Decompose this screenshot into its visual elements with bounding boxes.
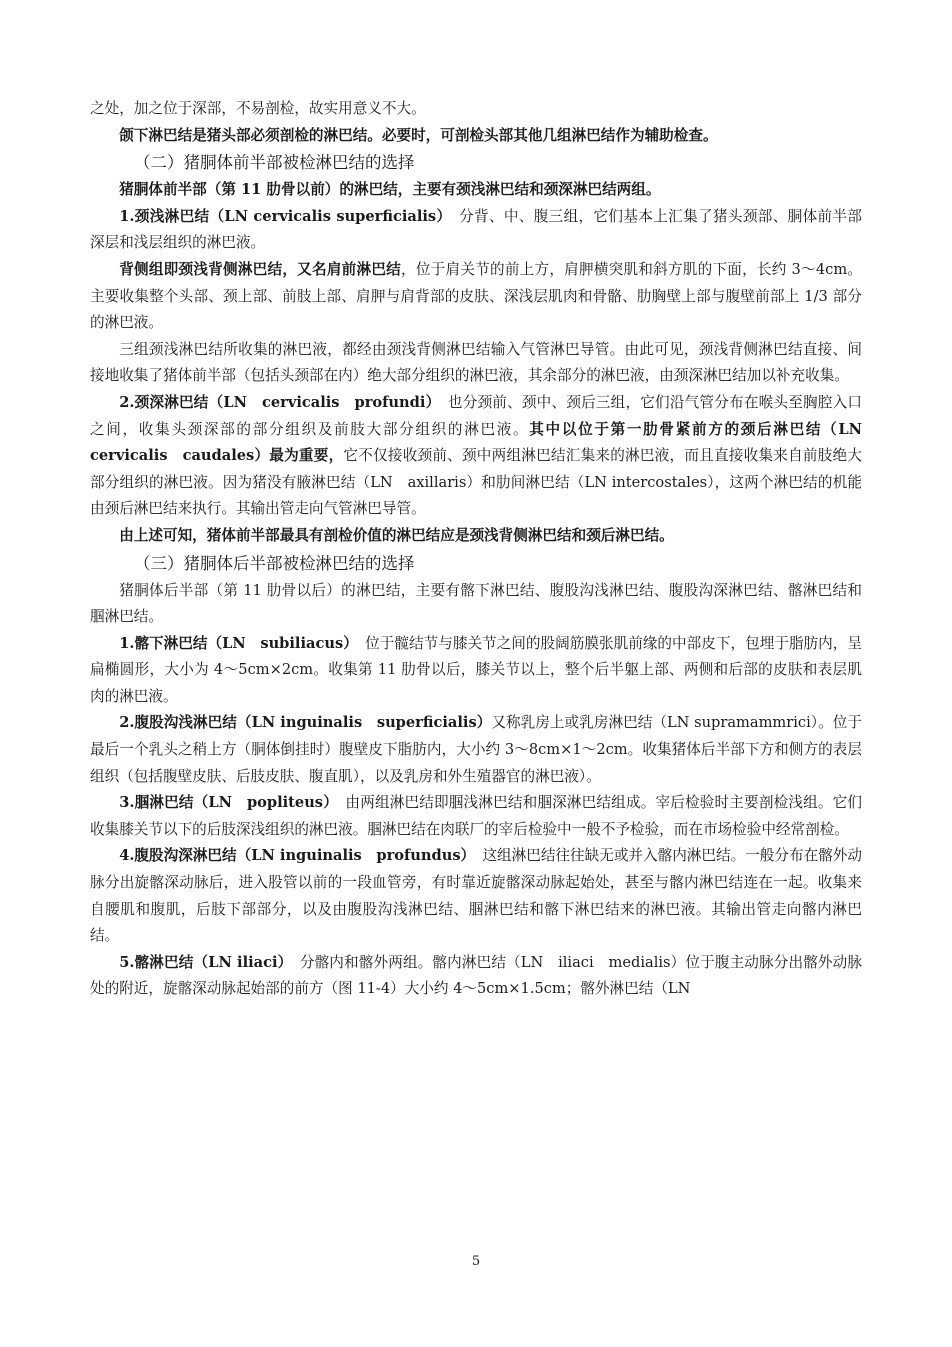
text-popliteal: 由两组淋巴结即腘浅淋巴结和腘深淋巴结组成。宰后检验时主要剖检浅组。它们收集膝关节以下的后肢深浅组织的淋巴液。腘淋巴结在肉联厂的宰后检验中一般不予检验，而在市场检验中经常剖检。 [90, 794, 862, 838]
paragraph-dorsal-group [90, 257, 862, 337]
paragraph-iliac [90, 950, 862, 1003]
paragraph-superficial-inguinal [90, 710, 862, 790]
term-caudal-cervical: 其中以位于第一肋骨紧前方的颈后淋巴结（LN cervicalis caudales）最为重要， [90, 420, 877, 465]
paragraph-deep-inguinal [90, 843, 862, 949]
paragraph-popliteal [90, 790, 862, 843]
text-iliac: 分髂内和髂外两组。髂内淋巴结（LN iliaci medialis）位于腹主动脉分出髂外动脉处的附近，旋髂深动脉起始部的前方（图 11-4）大小约 4～5cm×1.5cm；髂外淋巴结（LN [90, 953, 862, 998]
paragraph-superficial-cervical [90, 204, 862, 257]
paragraph-subiliac [90, 631, 862, 711]
text-superficial-cervical: 分背、中、腹三组，它们基本上汇集了猪头颈部、胴体前半部深层和浅层组织的淋巴液。 [90, 207, 862, 252]
term-popliteal: 3.腘淋巴结（LN popliteus） [119, 794, 331, 812]
page-body [90, 96, 877, 1003]
paragraph-front-half-intro: 猪胴体前半部（第 11 肋骨以前）的淋巴结，主要有颈浅淋巴结和颈深淋巴结两组。 [119, 181, 661, 199]
term-iliac: 5.髂淋巴结（LN iliaci） [119, 953, 286, 971]
paragraph-front-half-conclusion: 由上述可知，猪体前半部最具有剖检价值的淋巴结应是颈浅背侧淋巴结和颈后淋巴结。 [119, 526, 674, 544]
term-superficial-inguinal: 2.腹股沟浅淋巴结（LN inguinalis superficialis） [119, 714, 492, 732]
text-deep-cervical-1: 也分颈前、颈中、颈后三组，它们沿气管分布在喉头至胸腔入口之间，收集头颈深部的部分组织及前肢大部分组织的淋巴液。 [90, 393, 862, 438]
text-deep-cervical-2: 它不仅接收颈前、颈中两组淋巴结汇集来的淋巴液，而且直接收集来自前肢绝大部分组织的淋巴液。因为猪没有腋淋巴结（LN axillaris）和肋间淋巴结（LN intercostales），这两个淋巴结的机能由颈后淋巴结来执行。其输出管走向气管淋巴导管。 [90, 447, 862, 518]
paragraph-deep-cervical [90, 390, 877, 523]
paragraph-continued: 之处，加之位于深部，不易剖检，故实用意义不大。 [90, 100, 426, 117]
text-deep-inguinal: 这组淋巴结往往缺无或并入髂内淋巴结。一般分布在髂外动脉分出旋髂深动脉后，进入股管以前的一段血管旁，有时靠近旋髂深动脉起始处，甚至与髂内淋巴结连在一起。收集来自腰肌和腹肌，后肢下部部分，以及由腹股沟浅淋巴结、腘淋巴结和髂下淋巴结来的淋巴液。其输出管走向髂内淋巴结。 [90, 847, 862, 945]
term-dorsal-group: 背侧组即颈浅背侧淋巴结，又名肩前淋巴结 [119, 260, 401, 278]
term-deep-cervical: 2.颈深淋巴结（LN cervicalis profundi） [119, 393, 434, 411]
term-deep-inguinal: 4.腹股沟深淋巴结（LN inguinalis profundus） [119, 847, 468, 865]
section-heading-front-half: （二）猪胴体前半部被检淋巴结的选择 [134, 153, 415, 173]
paragraph-lymph-collection: 三组颈浅淋巴结所收集的淋巴液，都经由颈浅背侧淋巴结输入气管淋巴导管。由此可见，颈浅背侧淋巴结直接、间接地收集了猪体前半部（包括头颈部在内）绝大部分组织的淋巴液，其余部分的淋巴液，由颈深淋巴结加以补充收集。 [90, 340, 862, 385]
paragraph-rear-half-intro: 猪胴体后半部（第 11 肋骨以后）的淋巴结，主要有髂下淋巴结、腹股沟浅淋巴结、腹股沟深淋巴结、髂淋巴结和腘淋巴结。 [90, 581, 862, 626]
text-dorsal-group: ，位于肩关节的前上方，肩胛横突肌和斜方肌的下面，长约 3～4cm。主要收集整个头部、颈上部、前肢上部、肩胛与肩背部的皮肤、深浅层肌肉和骨骼、肋胸壁上部与腹壁前部上 1/3 部分的淋巴液。 [90, 260, 862, 332]
section-heading-rear-half: （三）猪胴体后半部被检淋巴结的选择 [134, 553, 415, 573]
text-superficial-inguinal: 又称乳房上或乳房淋巴结（LN supramammrici）。位于最后一个乳头之稍上方（胴体倒挂时）腹壁皮下脂肪内，大小约 3～8cm×1～2cm。收集猪体后半部下方和侧方的表层组织（包括腹壁皮肤、后肢皮肤、腹直肌），以及乳房和外生殖器官的淋巴液）。 [90, 714, 862, 785]
text-subiliac: 位于髋结节与膝关节之间的股阔筋膜张肌前缘的中部皮下，包埋于脂肪内，呈扁椭圆形，大小为 4～5cm×2cm。收集第 11 肋骨以后，膝关节以上，整个后半躯上部、两侧和后部的皮肤和表层肌肉的淋巴液。 [90, 634, 862, 705]
term-subiliac: 1.髂下淋巴结（LN subiliacus） [119, 634, 351, 652]
paragraph-submandibular-summary: 颌下淋巴结是猪头部必须剖检的淋巴结。必要时，可剖检头部其他几组淋巴结作为辅助检查。 [119, 126, 718, 144]
term-superficial-cervical: 1.颈浅淋巴结（LN cervicalis superficialis） [119, 207, 445, 225]
page-number: 5 [471, 1254, 481, 1269]
